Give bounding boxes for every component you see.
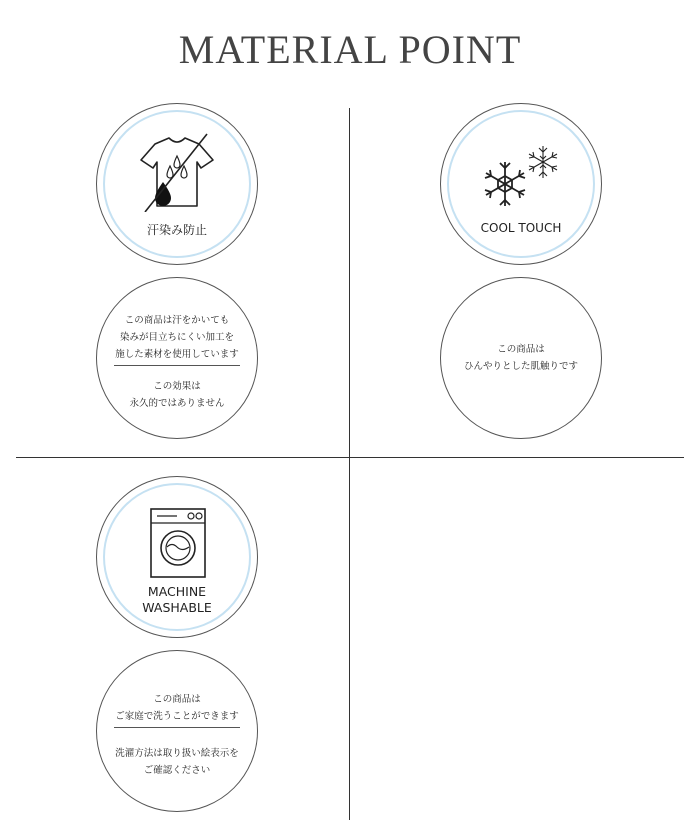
washable-desc-top <box>97 691 257 725</box>
vertical-divider <box>349 108 350 820</box>
cooltouch-desc-circle <box>440 277 602 439</box>
cooltouch-desc <box>441 341 601 375</box>
horizontal-divider <box>16 457 684 458</box>
snowflake-icon <box>477 142 567 212</box>
washable-icon-circle <box>96 476 258 638</box>
antistain-desc-top <box>97 312 257 363</box>
desc-line: 洗濯方法は取り扱い絵表示を <box>115 748 239 759</box>
desc-line: この商品は <box>497 344 545 355</box>
antistain-desc-circle <box>96 277 258 439</box>
antistain-desc-divider <box>114 365 240 366</box>
desc-line: 施した素材を使用しています <box>115 349 239 360</box>
tshirt-stain-icon <box>133 132 221 212</box>
antistain-icon-circle <box>96 103 258 265</box>
desc-line: この商品は汗をかいても <box>124 315 230 326</box>
desc-line: この効果は <box>153 381 201 392</box>
desc-line: 染みが目立ちにくい加工を <box>119 332 234 343</box>
washable-desc-divider <box>114 727 240 728</box>
desc-line: ご家庭で洗うことができます <box>115 711 239 722</box>
washable-label <box>97 584 257 616</box>
desc-line: ひんやりとした肌触りです <box>463 361 578 372</box>
antistain-label: 汗染み防止 <box>146 223 207 237</box>
washable-label-line: MACHINE <box>147 584 207 599</box>
washable-label-line: WASHABLE <box>142 600 212 615</box>
cooltouch-icon-circle <box>440 103 602 265</box>
page-title: MATERIAL POINT <box>178 27 522 72</box>
desc-line: この商品は <box>153 694 201 705</box>
washing-machine-icon <box>149 507 207 579</box>
desc-line: ご確認ください <box>143 765 211 776</box>
cooltouch-label: COOL TOUCH <box>480 221 562 235</box>
desc-line: 永久的ではありません <box>129 398 225 409</box>
washable-desc-bottom <box>97 745 257 779</box>
washable-desc-circle <box>96 650 258 812</box>
antistain-desc-bottom <box>97 378 257 412</box>
